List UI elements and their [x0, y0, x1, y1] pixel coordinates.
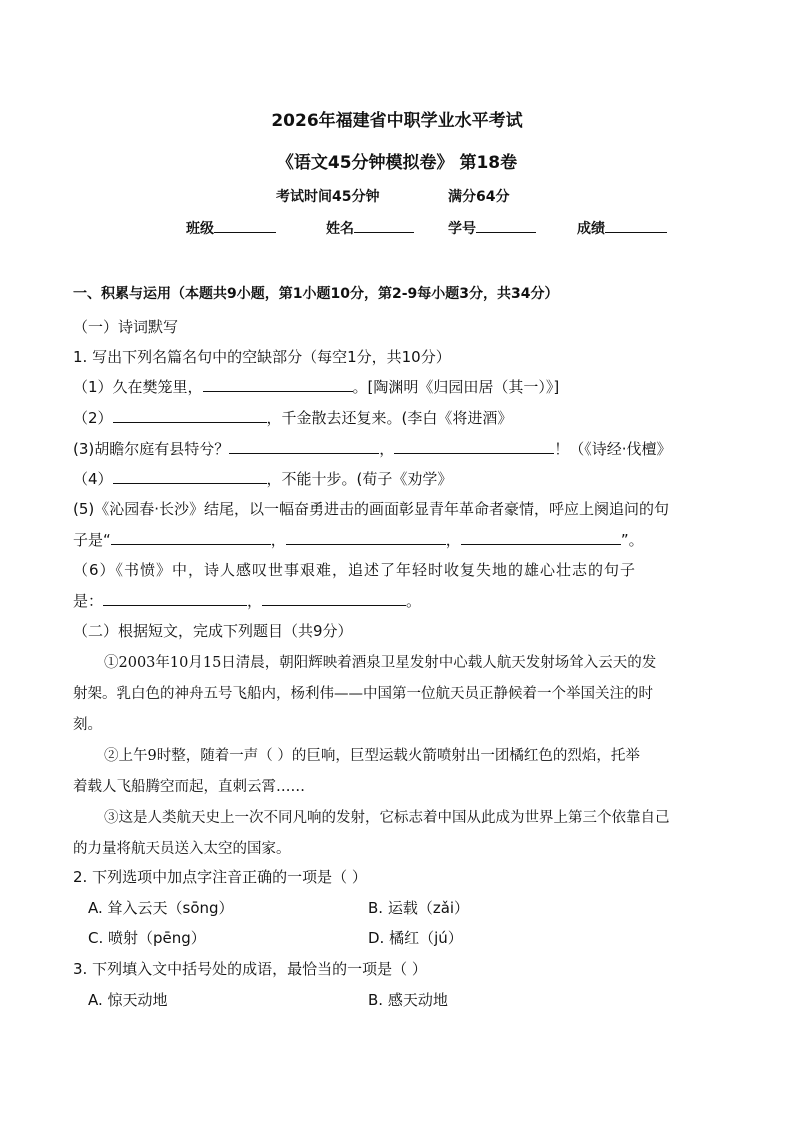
name-label: 姓名 [326, 221, 354, 237]
class-field[interactable] [186, 218, 276, 238]
question-3: 3. 下列填入文中括号处的成语，最恰当的一项是（ ） [73, 960, 427, 978]
part1-heading: （一）诗词默写 [73, 318, 179, 336]
q1-item-5-line1: (5)《沁园春·长沙》结尾，以一幅奋勇进击的画面彰显青年革命者豪情，呼应上阕追问的句 [73, 500, 670, 518]
passage-p1-line1: ①2003年10月15日清晨，朝阳辉映着酒泉卫星发射中心载人航天发射场耸入云天的发 [104, 655, 657, 671]
passage-p3-line1: ③这是人类航天史上一次不同凡响的发射，它标志着中国从此成为世界上第三个依靠自己 [104, 810, 670, 826]
q1-item-2: （2） ，千金散去还复来。(李白《将进酒》 [73, 409, 513, 427]
answer-blank[interactable] [229, 439, 379, 454]
passage-p1-line2: 射架。乳白色的神舟五号飞船内，杨利伟——中国第一位航天员正静候着一个举国关注的时 [73, 686, 653, 702]
q1-item-5-line2: 子是“ ， ， ”。 [73, 531, 644, 549]
answer-blank[interactable] [394, 439, 554, 454]
q1-item-1: （1）久在樊笼里， 。[陶渊明《归园田居（其一）》] [73, 378, 560, 396]
q2-option-c[interactable]: C. 喷射（pēng） [88, 929, 206, 947]
exam-title: 2026年福建省中职学业水平考试 [271, 111, 523, 131]
q1-item-3: (3)胡瞻尔庭有县特兮？ ， ！（《诗经·伐檀》 [73, 440, 672, 458]
answer-blank[interactable] [113, 469, 267, 484]
answer-blank[interactable] [103, 591, 247, 606]
exam-score: 满分64分 [448, 189, 510, 205]
name-field[interactable] [326, 218, 414, 238]
class-label: 班级 [186, 221, 214, 237]
name-blank[interactable] [354, 218, 414, 233]
part2-heading: （二）根据短文，完成下列题目（共9分） [73, 622, 353, 640]
question-2: 2. 下列选项中加点字注音正确的一项是（ ） [73, 868, 367, 886]
answer-blank[interactable] [461, 530, 621, 545]
question-1: 1. 写出下列名篇名句中的空缺部分（每空1分，共10分） [73, 348, 451, 366]
answer-blank[interactable] [203, 377, 353, 392]
section1-heading: 一、积累与运用（本题共9小题，第1小题10分，第2-9每小题3分，共34分） [73, 286, 559, 302]
grade-blank[interactable] [605, 218, 667, 233]
exam-subtitle: 《语文45分钟模拟卷》 第18卷 [276, 153, 518, 173]
q1-item-6-line2: 是： ， 。 [73, 592, 422, 610]
id-field[interactable] [448, 218, 536, 238]
id-label: 学号 [448, 221, 476, 237]
answer-blank[interactable] [111, 530, 271, 545]
q1-item-4: （4） ，不能十步。(荀子《劝学》 [73, 470, 453, 488]
passage-p3-line2: 的力量将航天员送入太空的国家。 [73, 841, 291, 857]
answer-blank[interactable] [113, 408, 267, 423]
id-blank[interactable] [476, 218, 536, 233]
q2-option-d[interactable]: D. 橘红（jú） [368, 929, 463, 947]
q3-option-b[interactable]: B. 感天动地 [368, 991, 448, 1009]
q3-option-a[interactable]: A. 惊天动地 [88, 991, 168, 1009]
passage-p2-line1: ②上午9时整，随着一声（ ）的巨响，巨型运载火箭喷射出一团橘红色的烈焰，托举 [104, 748, 640, 764]
q2-option-b[interactable]: B. 运载（zǎi） [368, 899, 470, 917]
exam-time: 考试时间45分钟 [276, 189, 380, 205]
grade-label: 成绩 [577, 221, 605, 237]
answer-blank[interactable] [262, 591, 406, 606]
grade-field[interactable] [577, 218, 667, 238]
answer-blank[interactable] [286, 530, 446, 545]
passage-p1-line3: 刻。 [73, 717, 102, 733]
q1-item-6-line1: （6）《书愤》中，诗人感叹世事艰难，追述了年轻时收复失地的雄心壮志的句子 [73, 561, 637, 579]
q2-option-a[interactable]: A. 耸入云天（sōng） [88, 899, 234, 917]
class-blank[interactable] [214, 218, 276, 233]
passage-p2-line2: 着载人飞船腾空而起，直刺云霄…… [73, 779, 305, 795]
